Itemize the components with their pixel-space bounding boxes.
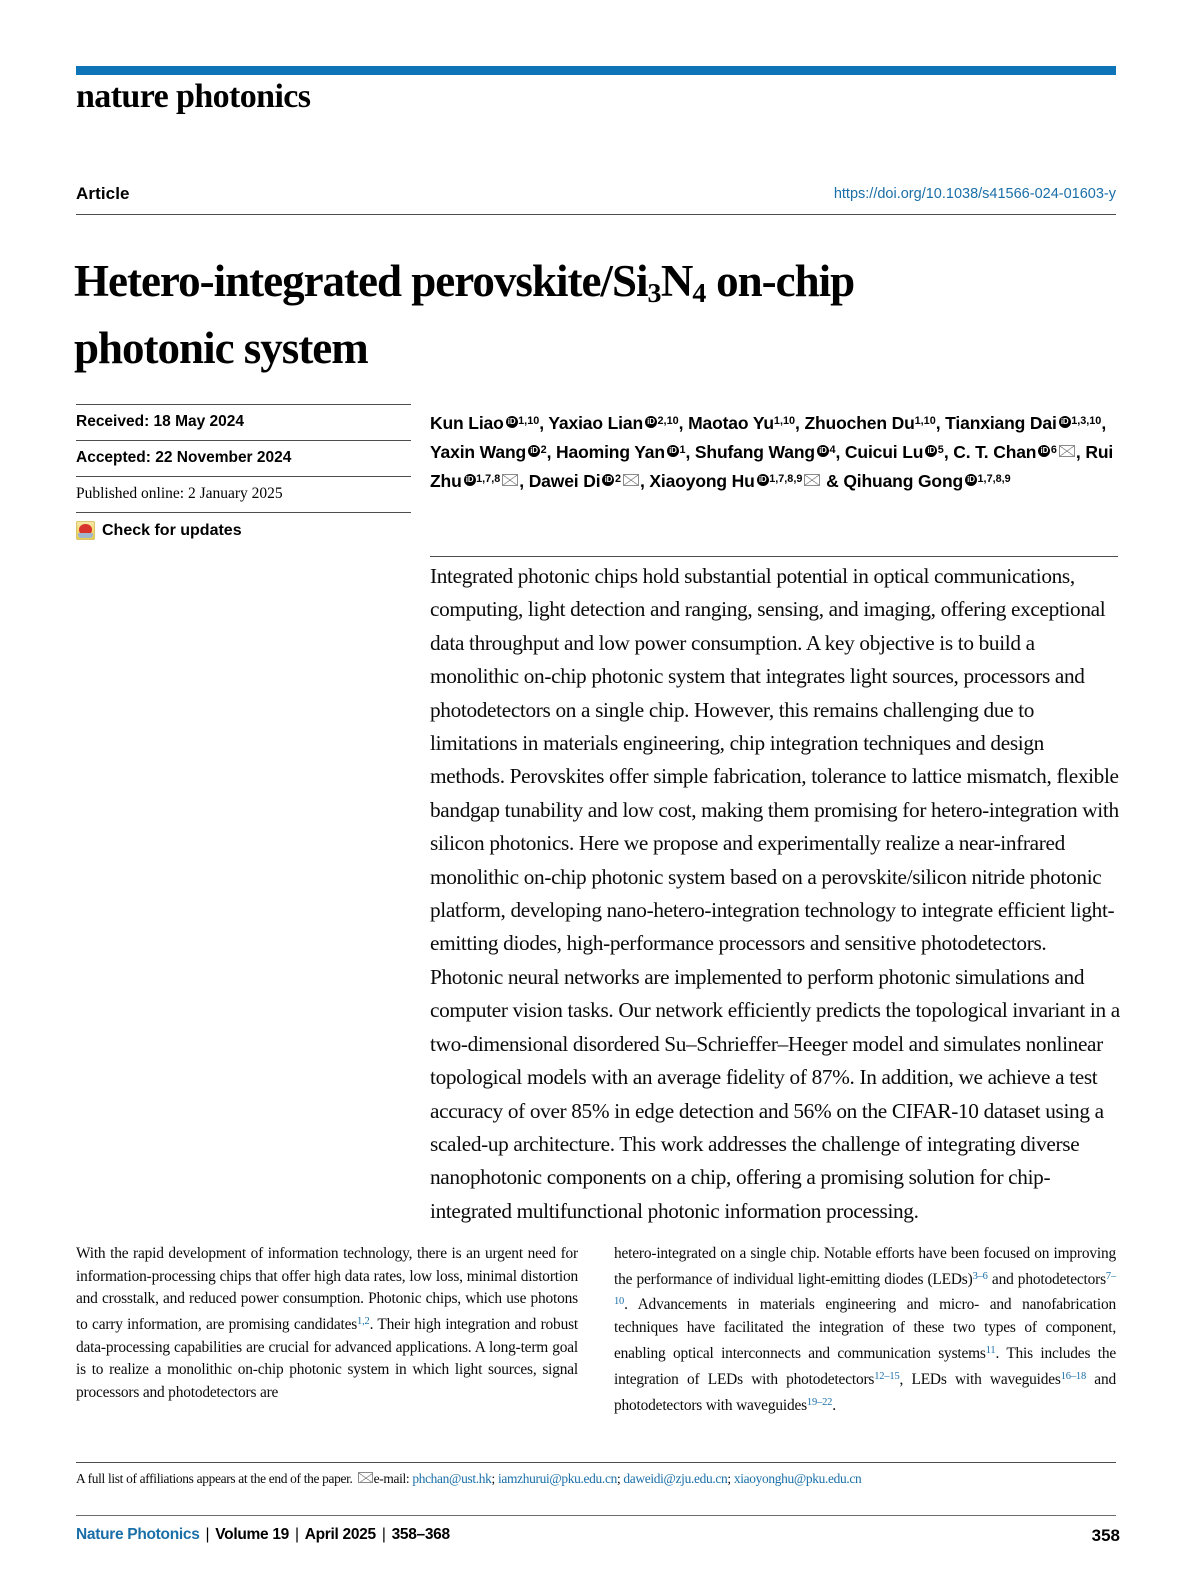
author-separator: , bbox=[1075, 441, 1086, 462]
author-affiliation-superscript: 1,10 bbox=[518, 415, 540, 427]
author-affiliation-superscript: 1 bbox=[679, 443, 686, 456]
email-separator: ; bbox=[491, 1471, 498, 1486]
author-affiliation-superscript: 1,7,8,9 bbox=[769, 472, 803, 485]
right-col-text-7: . bbox=[832, 1396, 836, 1414]
citation-ref-16-18[interactable]: 16–18 bbox=[1060, 1370, 1087, 1382]
author-name: Zhuochen Du bbox=[804, 412, 915, 433]
author-affiliation-superscript: 4 bbox=[829, 443, 836, 456]
author-name: Xiaoyong Hu bbox=[649, 470, 755, 491]
right-col-text-3: . Advancements in materials engineering and micro- and nanofabrication techniques have facilitated the integration of these two types of component, enabling optical interconnects and communication systems bbox=[614, 1296, 1116, 1363]
abstract-divider bbox=[430, 556, 1118, 557]
orcid-icon[interactable] bbox=[464, 474, 476, 486]
affiliation-note-text: A full list of affiliations appears at the end of the paper. bbox=[76, 1471, 356, 1486]
check-for-updates-label: Check for updates bbox=[102, 521, 242, 539]
orcid-icon[interactable] bbox=[817, 445, 829, 457]
citation-ref-11[interactable]: 11 bbox=[985, 1344, 996, 1356]
email-separator: ; bbox=[616, 1471, 624, 1486]
author-separator: , bbox=[685, 441, 695, 462]
title-part-3: on-chip bbox=[705, 256, 855, 307]
citation-ref-19-22[interactable]: 19–22 bbox=[806, 1396, 833, 1408]
author-name: Rui Zhu bbox=[430, 441, 1114, 491]
colophon-separator: | bbox=[201, 1526, 214, 1543]
colophon-separator: | bbox=[377, 1526, 390, 1543]
check-for-updates-button[interactable] bbox=[76, 512, 411, 549]
email-link[interactable]: phchan@ust.hk bbox=[412, 1471, 492, 1486]
author-name: Yaxiao Lian bbox=[548, 412, 644, 433]
citation-ref-7-10[interactable]: 7–10 bbox=[614, 1270, 1116, 1308]
author-name: Haoming Yan bbox=[556, 441, 665, 462]
envelope-icon[interactable] bbox=[502, 474, 518, 486]
author-affiliation-superscript: 2 bbox=[614, 472, 621, 485]
author-separator: , bbox=[835, 441, 845, 462]
body-column-left bbox=[76, 1243, 578, 1417]
right-col-text-1: hetero-integrated on a single chip. Notable efforts have been focused on improving the performance of individual light-emitting diodes (LEDs) bbox=[614, 1245, 1116, 1288]
author-list bbox=[430, 408, 1120, 495]
author-affiliation-superscript: 2 bbox=[540, 443, 547, 456]
author-affiliation-superscript: 1,3,10 bbox=[1071, 415, 1102, 427]
colophon-divider bbox=[76, 1515, 1116, 1516]
author-separator: , bbox=[678, 412, 689, 433]
publication-dates-panel bbox=[76, 404, 411, 549]
received-date: Received: 18 May 2024 bbox=[76, 404, 411, 440]
author-affiliation-superscript: 1,7,8 bbox=[476, 472, 501, 485]
citation-ref-1-2[interactable]: 1,2 bbox=[357, 1315, 370, 1327]
orcid-icon[interactable] bbox=[1059, 416, 1071, 428]
orcid-icon[interactable] bbox=[757, 474, 769, 486]
left-col-text-1: With the rapid development of information technology, there is an urgent need for information-processing chips that offer high data rates, low loss, minimal distortion and crosstalk, and reduced power consumption. Photonic chips, which use photons to carry information, are promising candidates bbox=[76, 1245, 578, 1334]
author-separator: , bbox=[519, 470, 529, 491]
right-col-text-4: . This includes the integration of LEDs with photodetectors bbox=[614, 1345, 1116, 1388]
affiliation-note bbox=[76, 1469, 1121, 1488]
author-separator: , bbox=[943, 441, 954, 462]
title-subscript-4: 4 bbox=[692, 278, 706, 310]
author-separator: , bbox=[546, 441, 557, 462]
left-col-text-2: . Their high integration and robust data-processing capabilities are crucial for advanced applications. A long-term goal is to realize a monolithic on-chip photonic system in which light sources, signal processors and photodetectors are bbox=[76, 1316, 578, 1401]
author-affiliation-superscript: 6 bbox=[1050, 443, 1057, 456]
author-separator: , bbox=[795, 412, 805, 433]
orcid-icon[interactable] bbox=[965, 474, 977, 486]
citation-ref-3-6[interactable]: 3–6 bbox=[972, 1270, 988, 1282]
author-name: Kun Liao bbox=[430, 412, 504, 433]
masthead-accent-bar bbox=[76, 66, 1116, 75]
page-number: 358 bbox=[1091, 1526, 1120, 1545]
envelope-icon[interactable] bbox=[804, 474, 820, 486]
author-separator: , bbox=[639, 470, 650, 491]
author-separator: & bbox=[821, 470, 844, 491]
colophon-separator: | bbox=[290, 1526, 303, 1543]
accepted-date: Accepted: 22 November 2024 bbox=[76, 440, 411, 476]
envelope-icon bbox=[358, 1472, 373, 1483]
orcid-icon[interactable] bbox=[1038, 445, 1050, 457]
published-online-date: Published online: 2 January 2025 bbox=[76, 476, 411, 512]
colophon-journal-name[interactable]: Nature Photonics bbox=[76, 1526, 200, 1543]
author-name: Maotao Yu bbox=[688, 412, 774, 433]
author-name: Cuicui Lu bbox=[844, 441, 924, 462]
author-separator: , bbox=[1101, 412, 1107, 433]
email-separator: ; bbox=[727, 1471, 734, 1486]
abstract-text: Integrated photonic chips hold substantial potential in optical communications, computing, light detection and ranging, sensing, and imaging, offering exceptional data throughput and low power consumption. A key objective is to build a monolithic on-chip photonic system that integrates light sources, processors and photodetectors on a single chip. However, this remains challenging due to limitations in materials engineering, chip integration techniques and design methods. Perovskites offer simple fabrication, tolerance to lattice mismatch, flexible bandgap tunability and low cost, making them promising for hetero-integration with silicon photonics. Here we propose and experimentally realize a near-infrared monolithic on-chip photonic system based on a perovskite/silicon nitride photonic platform, developing nano-hetero-integration technology to integrate efficient light-emitting diodes, high-performance processors and sensitive photodetectors. Photonic neural networks are implemented to perform photonic simulations and computer vision tasks. Our network efficiently predicts the topological invariant in a two-dimensional disordered Su–Schrieffer–Heeger model and simulates nonlinear topological models with an average fidelity of 87%. In addition, we achieve a test accuracy of over 85% in edge detection and 56% on the CIFAR-10 dataset using a scaled-up architecture. This work addresses the challenge of integrating diverse nanophotonic components on a chip, offering a promising solution for chip-integrated multifunctional photonic information processing. bbox=[430, 564, 1120, 1223]
author-name: Qihuang Gong bbox=[843, 470, 964, 491]
orcid-icon[interactable] bbox=[506, 416, 518, 428]
email-link[interactable]: daweidi@zju.edu.cn bbox=[623, 1471, 728, 1486]
doi-link[interactable]: https://doi.org/10.1038/s41566-024-01603-y bbox=[833, 186, 1116, 202]
email-link[interactable]: iamzhurui@pku.edu.cn bbox=[497, 1471, 617, 1486]
author-affiliation-superscript: 1,7,8,9 bbox=[977, 472, 1011, 485]
author-name: Yaxin Wang bbox=[430, 441, 527, 462]
orcid-icon[interactable] bbox=[602, 474, 614, 486]
right-col-text-5: , LEDs with waveguides bbox=[899, 1370, 1061, 1388]
footer-divider bbox=[76, 1462, 1116, 1463]
right-col-text-2: and photodetectors bbox=[987, 1270, 1106, 1288]
colophon-pages: 358–368 bbox=[391, 1526, 450, 1543]
title-subscript-3: 3 bbox=[647, 278, 661, 310]
colophon-volume: Volume 19 bbox=[215, 1526, 289, 1543]
article-type-kicker: Article bbox=[76, 184, 130, 203]
title-part-2: N bbox=[660, 256, 693, 307]
orcid-icon[interactable] bbox=[528, 445, 540, 457]
right-col-text-6: and photodetectors with waveguides bbox=[614, 1370, 1116, 1414]
author-separator: , bbox=[935, 412, 946, 433]
author-separator: , bbox=[539, 412, 549, 433]
page-title bbox=[74, 254, 1094, 375]
body-columns bbox=[76, 1243, 1116, 1417]
colophon-date: April 2025 bbox=[304, 1526, 376, 1543]
journal-colophon bbox=[76, 1526, 450, 1544]
orcid-icon[interactable] bbox=[925, 445, 937, 457]
author-name: Dawei Di bbox=[528, 470, 601, 491]
email-label: e-mail: bbox=[373, 1471, 413, 1486]
author-name: Tianxiang Dai bbox=[945, 412, 1057, 433]
author-affiliation-superscript: 1,10 bbox=[773, 415, 796, 427]
orcid-icon[interactable] bbox=[667, 445, 679, 457]
author-name: Shufang Wang bbox=[694, 441, 815, 462]
journal-masthead: nature photonics bbox=[76, 78, 311, 115]
citation-ref-12-15[interactable]: 12–15 bbox=[874, 1370, 900, 1382]
author-affiliation-superscript: 2,10 bbox=[657, 415, 679, 427]
email-link[interactable]: xiaoyonghu@pku.edu.cn bbox=[733, 1471, 862, 1486]
title-line-2: photonic system bbox=[74, 323, 368, 374]
title-part-1: Hetero-integrated perovskite/Si bbox=[74, 256, 648, 307]
crossmark-icon bbox=[76, 521, 95, 540]
envelope-icon[interactable] bbox=[1059, 445, 1075, 457]
header-divider bbox=[76, 214, 1116, 215]
author-name: C. T. Chan bbox=[953, 441, 1037, 462]
body-column-right bbox=[614, 1243, 1116, 1417]
orcid-icon[interactable] bbox=[645, 416, 657, 428]
author-affiliation-superscript: 1,10 bbox=[914, 415, 936, 427]
author-affiliation-superscript: 5 bbox=[937, 443, 944, 456]
envelope-icon[interactable] bbox=[623, 474, 639, 486]
